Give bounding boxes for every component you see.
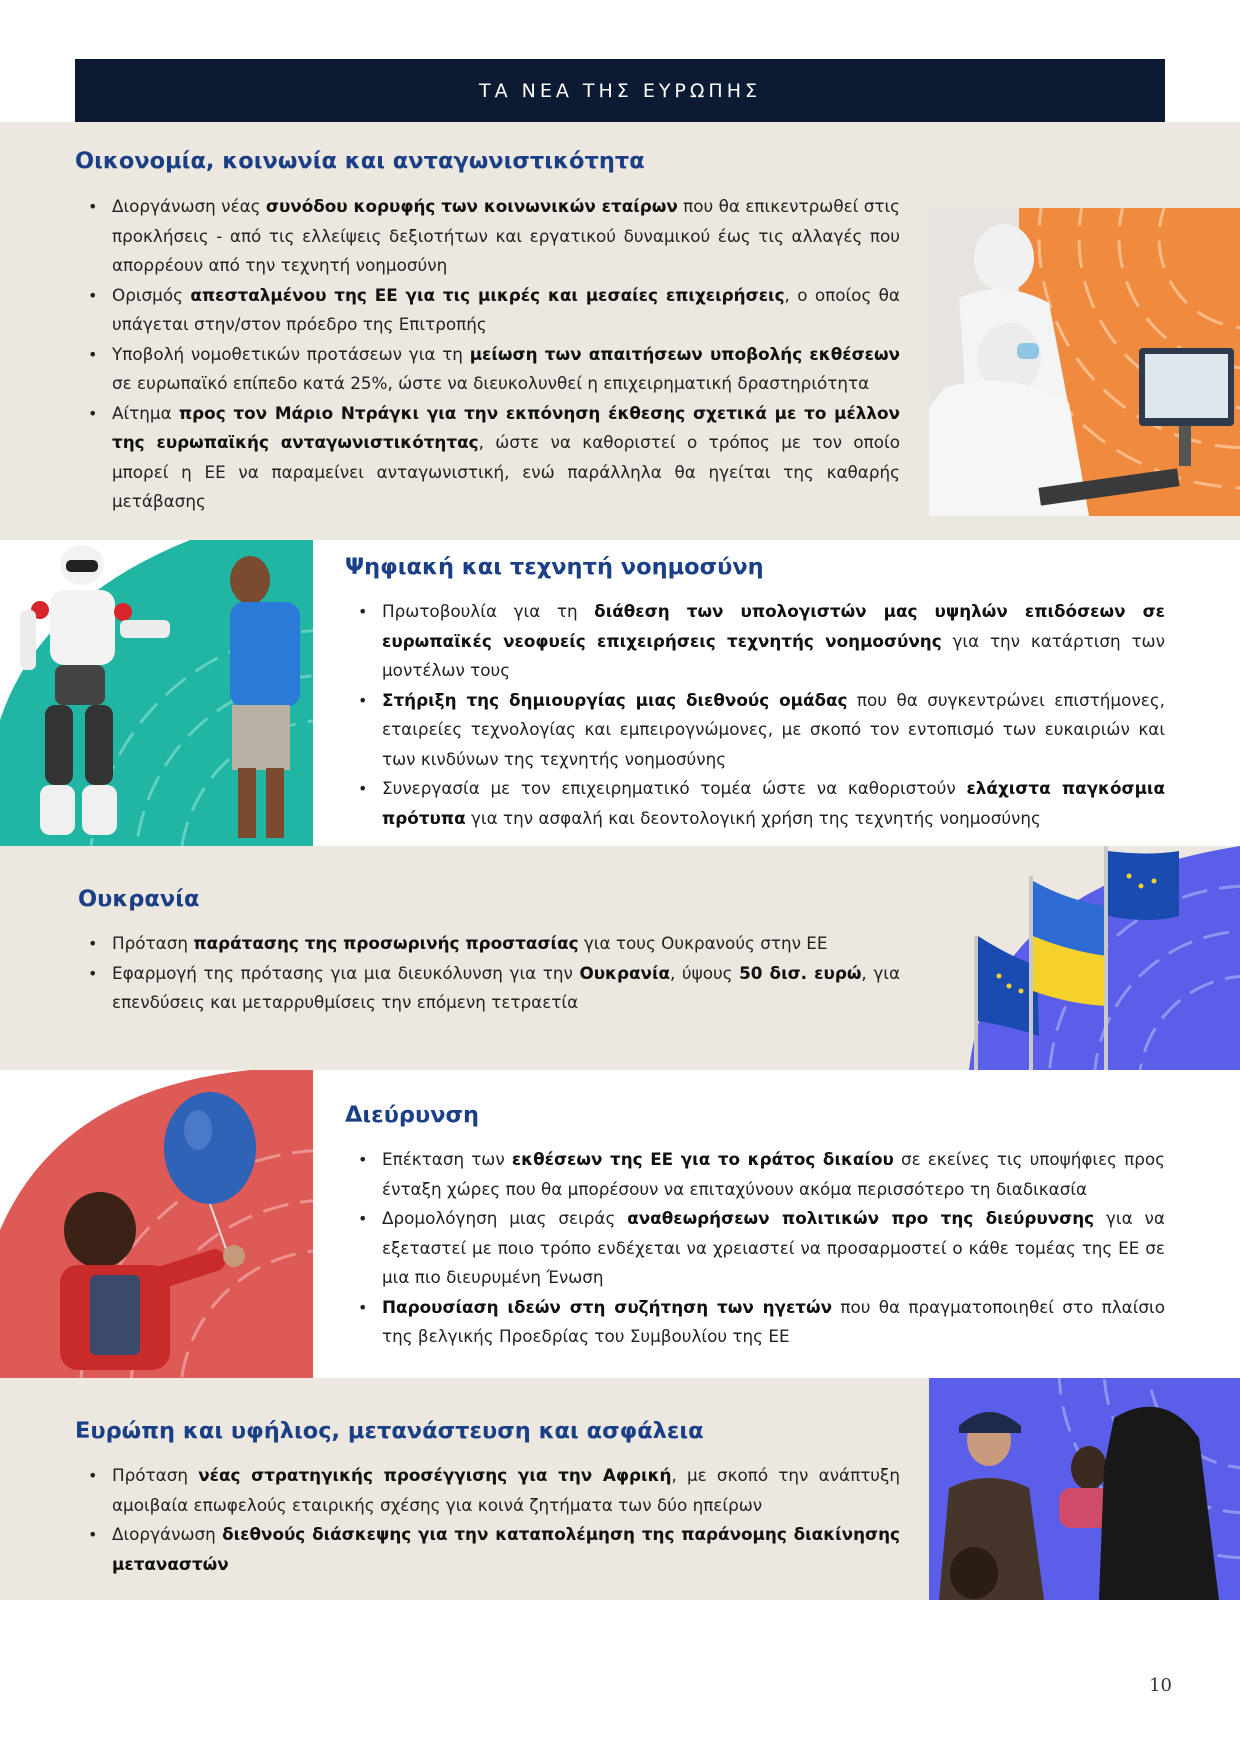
section-title: Οικονομία, κοινωνία και ανταγωνιστικότητα <box>75 148 645 174</box>
bullet-list <box>350 1145 1165 1352</box>
list-item: • Υποβολή νομοθετικών προτάσεων για τη μείωση των απαιτήσεων υποβολής εκθέσεων σε ευρωπαϊκό επίπεδο κατά 25%, ώστε να διευκολυνθεί η επιχειρηματική δραστηριότητα <box>80 340 900 399</box>
section-title: Ευρώπη και υφήλιος, μετανάστευση και ασφάλεια <box>75 1418 704 1444</box>
bullet-list <box>80 929 900 1018</box>
bullet-list <box>80 192 900 517</box>
section-europe-world <box>0 1378 1240 1600</box>
lab-workers-photo <box>929 208 1240 516</box>
section-ukraine <box>0 846 1240 1070</box>
page-number: 10 <box>1149 1675 1172 1696</box>
bullet-list <box>80 1461 900 1579</box>
list-item: • Επέκταση των εκθέσεων της ΕΕ για το κράτος δικαίου σε εκείνες τις υποψήφιες προς ένταξη χώρες που θα μπορέσουν να επιταχύνουν ακόμα περισσότερο τη διαδικασία <box>350 1145 1165 1204</box>
list-item: • Διοργάνωση διεθνούς διάσκεψης για την καταπολέμηση της παράνομης διακίνησης μεταναστών <box>80 1520 900 1579</box>
section-enlargement <box>0 1070 1240 1378</box>
list-item: • Παρουσίαση ιδεών στη συζήτηση των ηγετών που θα πραγματοποιηθεί στο πλαίσιο της βελγικής Προεδρίας του Συμβουλίου της ΕΕ <box>350 1293 1165 1352</box>
list-item: • Στήριξη της δημιουργίας μιας διεθνούς ομάδας που θα συγκεντρώνει επιστήμονες, εταιρείες τεχνολογίας και εμπειρογνώμονες, με σκοπό τον εντοπισμό των ευκαιριών και των κινδύνων της τεχνητής νοημοσύνης <box>350 686 1165 775</box>
section-title: Ουκρανία <box>78 886 200 912</box>
list-item: • Πρόταση νέας στρατηγικής προσέγγισης για την Αφρική, με σκοπό την ανάπτυξη αμοιβαία επωφελούς εταιρικής σχέσης για κοινά ζητήματα των δύο ηπείρων <box>80 1461 900 1520</box>
bullet-list <box>350 597 1165 833</box>
list-item: • Πρόταση παράτασης της προσωρινής προστασίας για τους Ουκρανούς στην ΕΕ <box>80 929 900 959</box>
migrants-photo <box>929 1378 1240 1600</box>
page-banner <box>75 59 1165 122</box>
list-item: • Διοργάνωση νέας συνόδου κορυφής των κοινωνικών εταίρων που θα επικεντρωθεί στις προκλήσεις - από τις ελλείψεις δεξιοτήτων και εργατικού δυναμικού έως τις αλλαγές που απορρέουν από την τεχνητή νοημοσύνη <box>80 192 900 281</box>
section-economy <box>0 122 1240 540</box>
list-item: • Πρωτοβουλία για τη διάθεση των υπολογιστών μας υψηλών επιδόσεων σε ευρωπαϊκές νεοφυείς επιχειρήσεις τεχνητής νοημοσύνης για την κατάρτιση των μοντέλων τους <box>350 597 1165 686</box>
child-balloon-photo <box>0 1070 313 1378</box>
list-item: • Συνεργασία με τον επιχειρηματικό τομέα ώστε να καθοριστούν ελάχιστα παγκόσμια πρότυπα για την ασφαλή και δεοντολογική χρήση της τεχνητής νοημοσύνης <box>350 774 1165 833</box>
list-item: • Ορισμός απεσταλμένου της ΕΕ για τις μικρές και μεσαίες επιχειρήσεις, ο οποίος θα υπάγεται στην/στον πρόεδρο της Επιτροπής <box>80 281 900 340</box>
banner-title: ΤΑ ΝΕΑ ΤΗΣ ΕΥΡΩΠΗΣ <box>478 79 761 102</box>
robot-photo <box>0 540 313 846</box>
list-item: • Εφαρμογή της πρότασης για μια διευκόλυνση για την Ουκρανία, ύψους 50 δισ. ευρώ, για επενδύσεις και μεταρρυθμίσεις την επόμενη τετραετία <box>80 959 900 1018</box>
section-title: Ψηφιακή και τεχνητή νοημοσύνη <box>345 554 764 580</box>
section-title: Διεύρυνση <box>345 1102 480 1128</box>
list-item: • Δρομολόγηση μιας σειράς αναθεωρήσεων πολιτικών προ της διεύρυνσης για να εξεταστεί με ποιο τρόπο ενδέχεται να χρειαστεί να προσαρμοστεί ο κάθε τομέας της ΕΕ σε μια πιο διευρυμένη Ένωση <box>350 1204 1165 1293</box>
section-digital <box>0 540 1240 846</box>
list-item: • Αίτημα προς τον Μάριο Ντράγκι για την εκπόνηση έκθεσης σχετικά με το μέλλον της ευρωπαϊκής ανταγωνιστικότητας, ώστε να καθοριστεί ο τρόπος με τον οποίο μπορεί η ΕΕ να παραμείνει ανταγωνιστική, ενώ παράλληλα θα ηγείται της καθαρής μετάβασης <box>80 399 900 517</box>
eu-ukraine-flags-photo <box>929 846 1240 1070</box>
